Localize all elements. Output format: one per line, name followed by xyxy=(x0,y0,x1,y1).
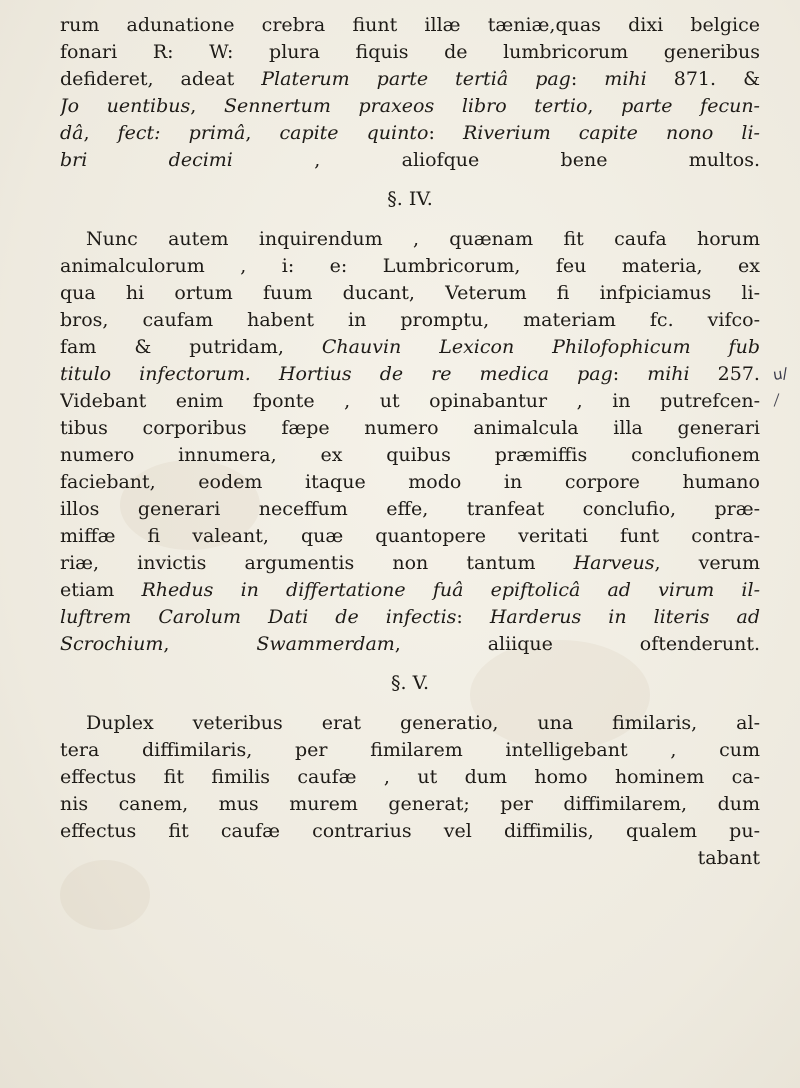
margin-pen-mark xyxy=(774,393,780,406)
italic-text: bri decimi xyxy=(60,149,233,171)
roman-text: , aliofque bene multos. xyxy=(232,149,760,171)
catchword: tabant xyxy=(697,847,760,869)
roman-text: , verum xyxy=(654,552,760,574)
roman-text: fonari R: W: plura fiquis de lumbricorum generibus xyxy=(60,41,760,63)
roman-text: fam & putridam, xyxy=(60,336,322,358)
roman-text: etiam xyxy=(60,579,142,601)
roman-text: defideret, adeat xyxy=(60,68,262,90)
roman-text: animalculorum , i: e: Lumbricorum, feu materia, ex xyxy=(60,255,760,277)
italic-text: Rhedus in differtatione fuâ epiftolicâ ad virum il- xyxy=(141,579,760,601)
text-line xyxy=(60,631,760,658)
roman-text: miffæ fi valeant, quæ quantopere veritati funt contra- xyxy=(60,525,760,547)
text-line xyxy=(60,496,760,523)
text-line xyxy=(60,120,760,147)
text-line xyxy=(60,361,760,388)
section-heading-4: §. IV. xyxy=(387,188,433,210)
italic-text: dâ xyxy=(60,122,84,144)
roman-text: : xyxy=(428,122,463,144)
text-line xyxy=(60,737,760,764)
italic-text: Harveus xyxy=(573,552,655,574)
text-line xyxy=(60,66,760,93)
text-line xyxy=(60,604,760,631)
italic-text: Harderus in literis ad xyxy=(489,606,760,628)
roman-text: , xyxy=(245,122,280,144)
text-line xyxy=(60,791,760,818)
italic-text: mihi xyxy=(604,68,647,90)
text-line xyxy=(60,39,760,66)
italic-text: Swammerdam xyxy=(256,633,395,655)
italic-text: Scrochium xyxy=(60,633,164,655)
text-line xyxy=(60,147,760,174)
text-line xyxy=(60,550,760,577)
roman-text: bros, caufam habent in promptu, materiam fc. vifco- xyxy=(60,309,760,331)
text-line xyxy=(60,334,760,361)
text-line xyxy=(60,415,760,442)
italic-text: Chauvin Lexicon Philofophicum fub xyxy=(321,336,760,358)
italic-text: capite quinto xyxy=(279,122,429,144)
roman-text: , xyxy=(190,95,224,117)
text-line xyxy=(60,710,760,737)
section-heading-5: §. V. xyxy=(390,672,430,694)
roman-text: , aliique oftenderunt. xyxy=(394,633,760,655)
roman-text: riæ, invictis argumentis non tantum xyxy=(60,552,574,574)
roman-text: rum adunatione crebra fiunt illæ tæniæ,quas dixi belgice xyxy=(60,14,760,36)
roman-text: qua hi ortum fuum ducant, Veterum fi infpiciamus li- xyxy=(60,282,760,304)
text-line xyxy=(60,253,760,280)
italic-text: mihi xyxy=(647,363,690,385)
roman-text: tibus corporibus fæpe numero animalcula illa generari xyxy=(60,417,760,439)
roman-text: tera diffimilaris, per fimilarem intelligebant , cum xyxy=(60,739,760,761)
text-line xyxy=(60,307,760,334)
roman-text: effectus fit fimilis caufæ , ut dum homo hominem ca- xyxy=(60,766,760,788)
text-line xyxy=(60,469,760,496)
page-text xyxy=(60,12,760,872)
roman-text: Nunc autem inquirendum , quænam fit caufa horum xyxy=(86,228,760,250)
italic-text: Riverium capite nono li- xyxy=(462,122,760,144)
roman-text: numero innumera, ex quibus præmiffis conclufionem xyxy=(60,444,760,466)
italic-text: luftrem Carolum Dati de infectis xyxy=(60,606,457,628)
roman-text: Duplex veteribus erat generatio, una fimilaris, al- xyxy=(86,712,760,734)
text-line xyxy=(60,280,760,307)
italic-text: Sennertum praxeos libro tertio xyxy=(223,95,588,117)
roman-text: 871. & xyxy=(646,68,760,90)
roman-text: illos generari neceffum effe, tranfeat conclufio, præ- xyxy=(60,498,760,520)
roman-text: Videbant enim fponte , ut opinabantur , in putrefcen- xyxy=(60,390,760,412)
text-line xyxy=(60,12,760,39)
roman-text: , xyxy=(587,95,622,117)
roman-text: effectus fit caufæ contrarius vel diffimilis, qualem pu- xyxy=(60,820,760,842)
roman-text: , xyxy=(163,633,257,655)
text-line xyxy=(60,442,760,469)
italic-text: Platerum parte tertiâ pag xyxy=(261,68,571,90)
paragraph-section-5 xyxy=(60,710,760,845)
italic-text: titulo infectorum. Hortius de re medica pag xyxy=(60,363,613,385)
roman-text: , xyxy=(83,122,118,144)
marginal-note: u/ xyxy=(771,364,789,384)
text-line xyxy=(60,818,760,845)
roman-text: : xyxy=(456,606,490,628)
italic-text: parte fecun- xyxy=(621,95,760,117)
roman-text: 257. xyxy=(689,363,760,385)
roman-text: : xyxy=(612,363,648,385)
text-line xyxy=(60,764,760,791)
paragraph-intro xyxy=(60,12,760,174)
text-line xyxy=(60,226,760,253)
paragraph-section-4 xyxy=(60,226,760,658)
roman-text: faciebant, eodem itaque modo in corpore humano xyxy=(60,471,760,493)
text-line xyxy=(60,93,760,120)
text-line xyxy=(60,388,760,415)
text-line xyxy=(60,523,760,550)
italic-text: fect: primâ xyxy=(117,122,246,144)
roman-text: : xyxy=(570,68,605,90)
roman-text: nis canem, mus murem generat; per diffimilarem, dum xyxy=(60,793,760,815)
italic-text: Jo uentibus xyxy=(60,95,191,117)
text-line xyxy=(60,577,760,604)
